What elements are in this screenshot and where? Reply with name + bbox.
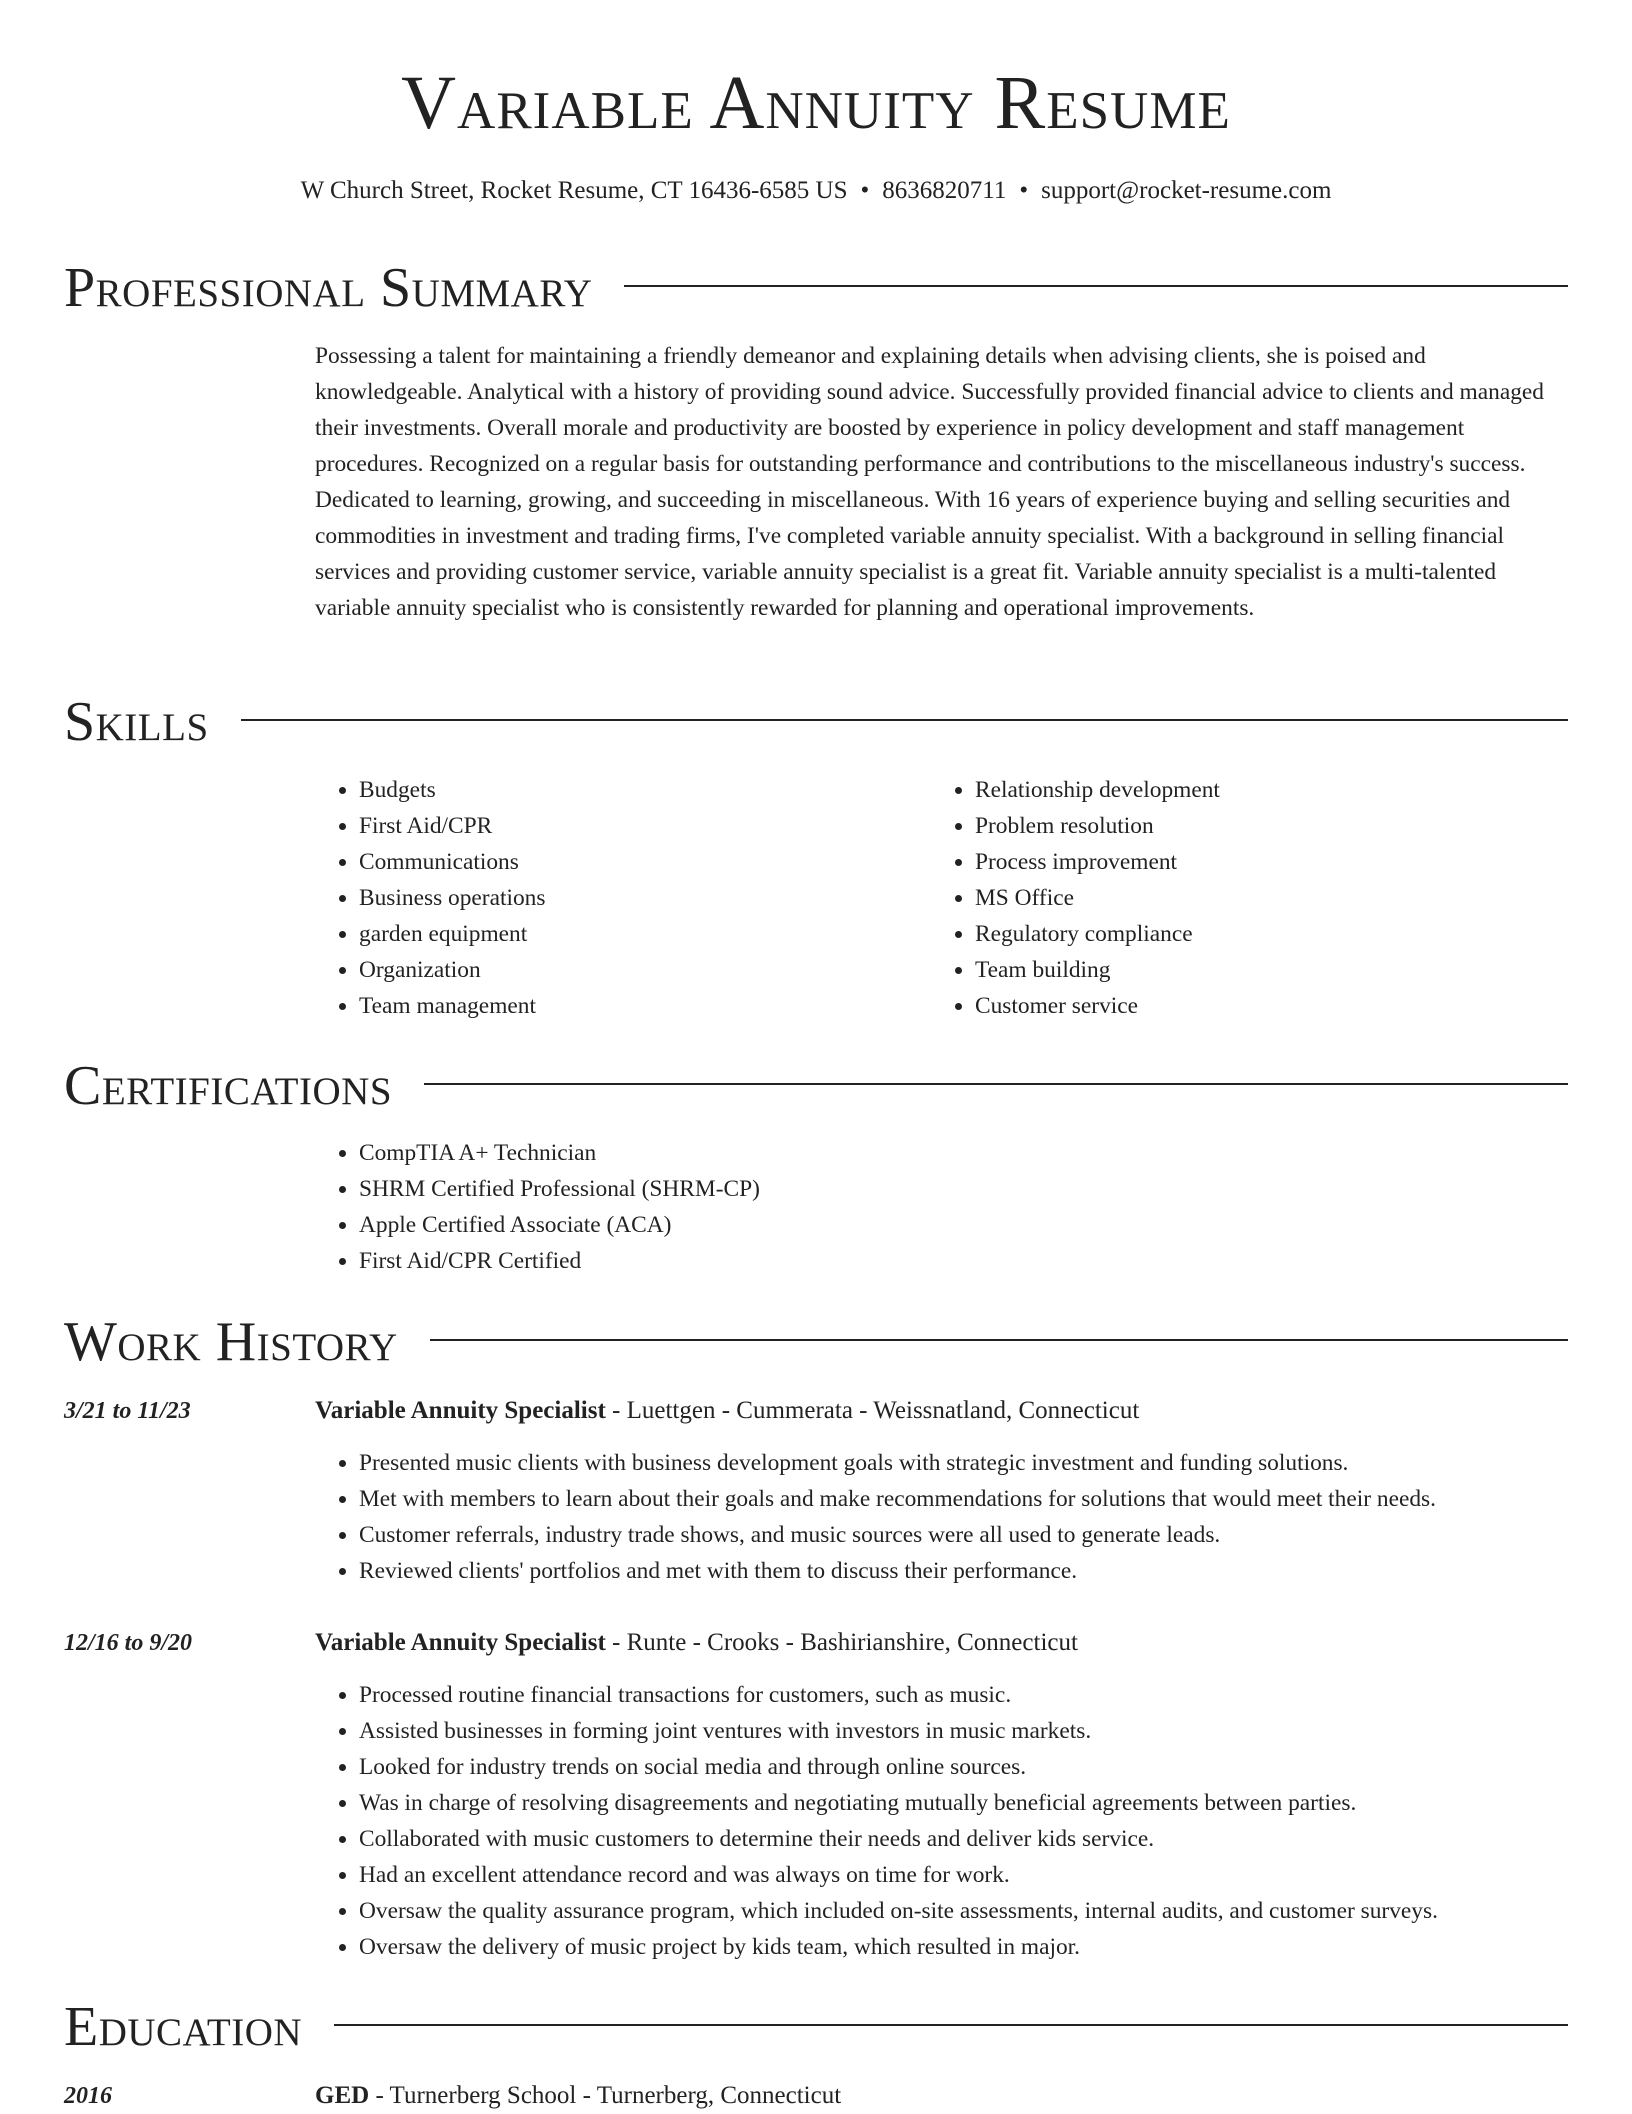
certifications-list	[315, 1135, 1315, 1279]
section-divider	[334, 2024, 1568, 2026]
work-date: 12/16 to 9/20	[64, 1630, 193, 1656]
employer-location: - Luettgen - Cummerata - Weissnatland, Connecticut	[605, 1397, 1140, 1424]
certifications-section-heading	[64, 1054, 1568, 1118]
skill-item: • Team management	[359, 988, 915, 1024]
work-bullet: • Assisted businesses in forming joint ventures with investors in music markets.	[359, 1713, 1575, 1749]
certification-item: • Apple Certified Associate (ACA)	[359, 1207, 1315, 1243]
school-location: - Turnerberg School - Turnerberg, Connecticut	[369, 2082, 842, 2109]
certification-item: • CompTIA A+ Technician	[359, 1135, 1315, 1171]
skills-column-right	[931, 772, 1531, 1024]
work-date: 3/21 to 11/23	[64, 1398, 191, 1424]
work-bullet: • Presented music clients with business development goals with strategic investment and funding solutions.	[359, 1445, 1575, 1481]
degree: GED	[315, 2082, 370, 2109]
section-title: Skills	[64, 691, 209, 753]
work-bullet: • Collaborated with music customers to determine their needs and deliver kids service.	[359, 1821, 1575, 1857]
work-bullet: • Had an excellent attendance record and was always on time for work.	[359, 1857, 1575, 1893]
work-bullet: • Met with members to learn about their goals and make recommendations for solutions that would meet their needs.	[359, 1481, 1575, 1517]
work-history-section-heading	[64, 1310, 1568, 1374]
section-title: Work History	[64, 1311, 398, 1373]
section-divider	[424, 1083, 1568, 1085]
work-bullet: • Customer referrals, industry trade shows, and music sources were all used to generate leads.	[359, 1517, 1575, 1553]
skill-item: • garden equipment	[359, 916, 915, 952]
skills-column-left	[315, 772, 915, 1024]
work-bullet: • Processed routine financial transactions for customers, such as music.	[359, 1677, 1575, 1713]
certification-item: • SHRM Certified Professional (SHRM-CP)	[359, 1171, 1315, 1207]
section-divider	[241, 719, 1568, 721]
summary-section-heading	[64, 256, 1568, 320]
skill-item: • Budgets	[359, 772, 915, 808]
job-title: Variable Annuity Specialist	[315, 1629, 606, 1656]
skill-item: • Communications	[359, 844, 915, 880]
job-title: Variable Annuity Specialist	[315, 1397, 606, 1424]
section-title: Education	[64, 1996, 303, 2058]
skills-section-heading	[64, 690, 1568, 754]
certification-item: • First Aid/CPR Certified	[359, 1243, 1315, 1279]
separator-dot: •	[860, 177, 870, 204]
section-title: Certifications	[64, 1055, 393, 1117]
skill-item: • Customer service	[975, 988, 1531, 1024]
skill-item: • First Aid/CPR	[359, 808, 915, 844]
education-date: 2016	[64, 2083, 112, 2109]
section-divider	[430, 1339, 1568, 1341]
work-heading	[315, 1625, 1078, 1661]
section-divider	[624, 285, 1568, 287]
resume-name: Variable Annuity Resume	[401, 61, 1231, 145]
work-bullets	[315, 1677, 1575, 1965]
skill-item: • Team building	[975, 952, 1531, 988]
section-title: Professional Summary	[64, 257, 593, 319]
skill-item: • Problem resolution	[975, 808, 1531, 844]
skill-item: • Organization	[359, 952, 915, 988]
education-heading	[315, 2078, 841, 2114]
education-section-heading	[64, 1995, 1568, 2059]
skill-item: • Relationship development	[975, 772, 1531, 808]
skill-item: • MS Office	[975, 880, 1531, 916]
email-link[interactable]: support@rocket-resume.com	[1041, 177, 1332, 204]
work-bullet: • Was in charge of resolving disagreements and negotiating mutually beneficial agreements between parties.	[359, 1785, 1575, 1821]
work-bullet: • Looked for industry trends on social media and through online sources.	[359, 1749, 1575, 1785]
skill-item: • Regulatory compliance	[975, 916, 1531, 952]
contact-line	[0, 174, 1632, 208]
summary-text: Possessing a talent for maintaining a friendly demeanor and explaining details when advising clients, she is poised and knowledgeable. Analytical with a history of providing sound advice. Successfully provided financial advice to clients and managed their investments. Overall morale and productivity are boosted by experience in policy development and staff management procedures. Recognized on a regular basis for outstanding performance and contributions to the miscellaneous industry's success. Dedicated to learning, growing, and succeeding in miscellaneous. With 16 years of experience buying and selling securities and commodities in investment and trading firms, I've completed variable annuity specialist. With a background in selling financial services and providing customer service, variable annuity specialist is a great fit. Variable annuity specialist is a multi-talented variable annuity specialist who is consistently rewarded for planning and operational improvements.	[315, 343, 1544, 621]
work-heading	[315, 1393, 1139, 1429]
skill-item: • Process improvement	[975, 844, 1531, 880]
work-bullet: • Oversaw the quality assurance program, which included on-site assessments, internal audits, and customer surveys.	[359, 1893, 1575, 1929]
work-bullet: • Reviewed clients' portfolios and met with them to discuss their performance.	[359, 1553, 1575, 1589]
work-bullets	[315, 1445, 1575, 1589]
phone: 8636820711	[882, 177, 1007, 204]
address: W Church Street, Rocket Resume, CT 16436-6585 US	[300, 177, 848, 204]
work-bullet: • Oversaw the delivery of music project by kids team, which resulted in major.	[359, 1929, 1575, 1965]
separator-dot: •	[1019, 177, 1029, 204]
skill-item: • Business operations	[359, 880, 915, 916]
employer-location: - Runte - Crooks - Bashirianshire, Connecticut	[605, 1629, 1078, 1656]
